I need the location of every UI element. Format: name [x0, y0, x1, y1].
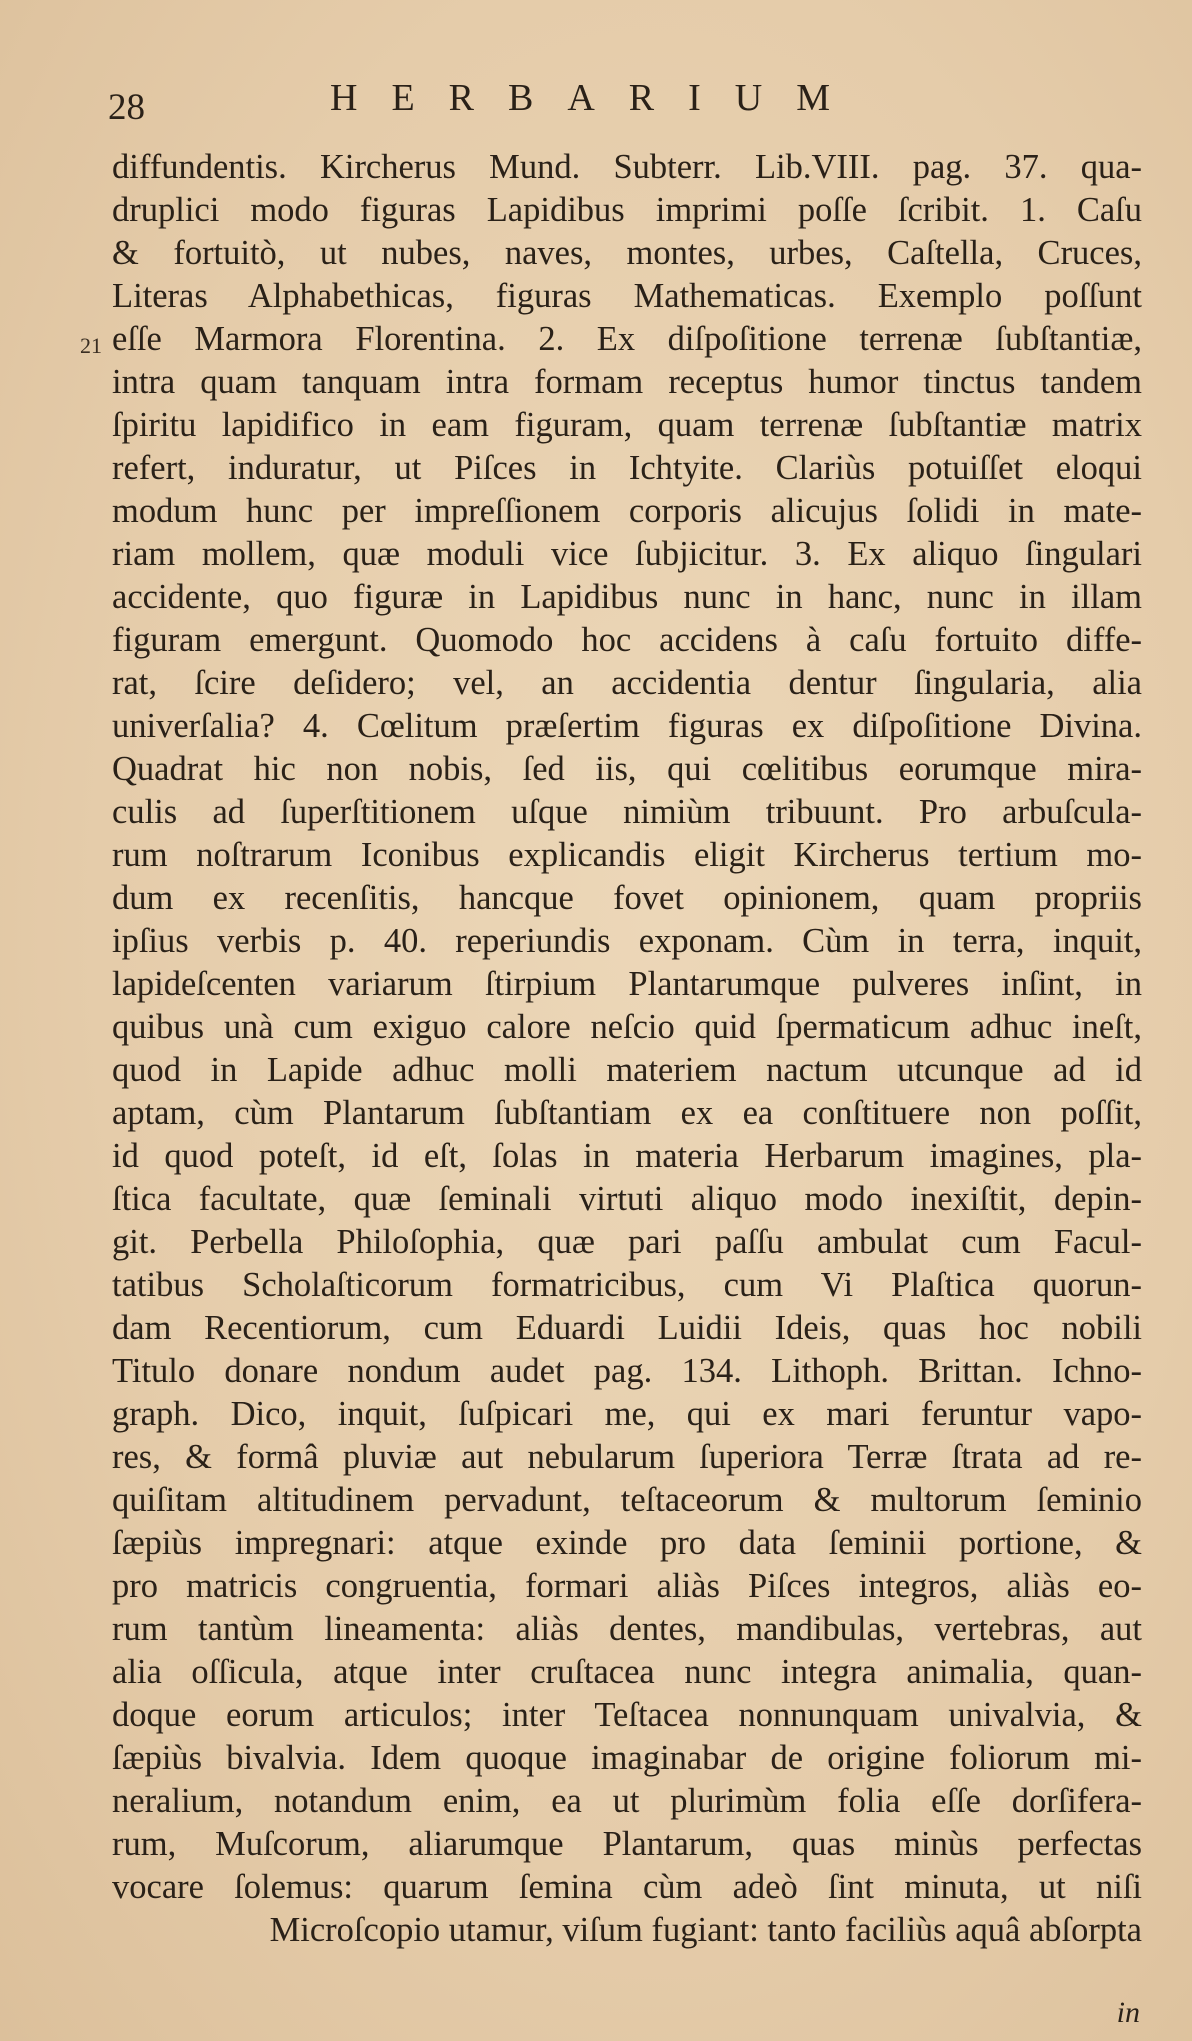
text-line: tatibus Scholaſticorum formatricibus, cum Vi Plaſtica quorun-: [112, 1266, 1142, 1304]
text-line: ſæpiùs bivalvia. Idem quoque imaginabar de origine foliorum mi-: [112, 1739, 1142, 1777]
text-line: & fortuitò, ut nubes, naves, montes, urbes, Caſtella, Cruces,: [112, 234, 1142, 272]
text-line: refert, induratur, ut Piſces in Ichtyite. Clariùs potuiſſet eloqui: [112, 449, 1142, 487]
text-line: Titulo donare nondum audet pag. 134. Lithoph. Brittan. Ichno-: [112, 1352, 1142, 1390]
catchword: in: [1116, 1996, 1140, 2029]
page-header: [108, 72, 1108, 132]
text-line: rum, Muſcorum, aliarumque Plantarum, quas minùs perfectas: [112, 1825, 1142, 1863]
running-title: HERBARIUM: [330, 77, 865, 119]
text-line: intra quam tanquam intra formam receptus humor tinctus tandem: [112, 363, 1142, 401]
text-line: culis ad ſuperſtitionem uſque nimiùm tribuunt. Pro arbuſcula-: [112, 793, 1142, 831]
page-number: 28: [108, 87, 145, 128]
text-line: vocare ſolemus: quarum ſemina cùm adeò ſint minuta, ut niſi: [112, 1868, 1142, 1906]
text-line: aptam, cùm Plantarum ſubſtantiam ex ea conſtituere non poſſit,: [112, 1094, 1142, 1132]
text-line: rat, ſcire deſidero; vel, an accidentia dentur ſingularia, alia: [112, 664, 1142, 702]
text-line: doque eorum articulos; inter Teſtacea nonnunquam univalvia, &: [112, 1696, 1142, 1734]
text-line: eſſe Marmora Florentina. 2. Ex diſpoſitione terrenæ ſubſtantiæ,: [112, 320, 1142, 358]
text-line: rum tantùm lineamenta: aliàs dentes, mandibulas, vertebras, aut: [112, 1610, 1142, 1648]
text-line: Literas Alphabethicas, figuras Mathematicas. Exemplo poſſunt: [112, 277, 1142, 315]
text-line: modum hunc per impreſſionem corporis alicujus ſolidi in mate-: [112, 492, 1142, 530]
text-line: Quadrat hic non nobis, ſed iis, qui cœlitibus eorumque mira-: [112, 750, 1142, 788]
text-line: quibus unà cum exiguo calore neſcio quid ſpermaticum adhuc ineſt,: [112, 1008, 1142, 1046]
text-line: accidente, quo figuræ in Lapidibus nunc in hanc, nunc in illam: [112, 578, 1142, 616]
text-line: pro matricis congruentia, formari aliàs Piſces integros, aliàs eo-: [112, 1567, 1142, 1605]
text-line: git. Perbella Philoſophia, quæ pari paſſu ambulat cum Facul-: [112, 1223, 1142, 1261]
text-line: figuram emergunt. Quomodo hoc accidens à caſu fortuito diffe-: [112, 621, 1142, 659]
text-line: res, & formâ pluviæ aut nebularum ſuperiora Terræ ſtrata ad re-: [112, 1438, 1142, 1476]
text-line: dam Recentiorum, cum Eduardi Luidii Ideis, quas hoc nobili: [112, 1309, 1142, 1347]
text-line: graph. Dico, inquit, ſuſpicari me, qui ex mari feruntur vapo-: [112, 1395, 1142, 1433]
text-line: dum ex recenſitis, hancque fovet opinionem, quam propriis: [112, 879, 1142, 917]
text-line: id quod poteſt, id eſt, ſolas in materia Herbarum imagines, pla-: [112, 1137, 1142, 1175]
text-line: riam mollem, quæ moduli vice ſubjicitur. 3. Ex aliquo ſingulari: [112, 535, 1142, 573]
text-line: rum noſtrarum Iconibus explicandis eligit Kircherus tertium mo-: [112, 836, 1142, 874]
text-line: ſpiritu lapidifico in eam figuram, quam terrenæ ſubſtantiæ matrix: [112, 406, 1142, 444]
text-line: univerſalia? 4. Cœlitum præſertim figuras ex diſpoſitione Divina.: [112, 707, 1142, 745]
text-line: ſæpiùs impregnari: atque exinde pro data ſeminii portione, &: [112, 1524, 1142, 1562]
text-line: Microſcopio utamur, viſum fugiant: tanto faciliùs aquâ abſorpta: [269, 1911, 1142, 1949]
text-line: diffundentis. Kircherus Mund. Subterr. Lib.VIII. pag. 37. qua-: [112, 148, 1142, 186]
margin-line-number: 21: [80, 333, 102, 358]
text-line: ipſius verbis p. 40. reperiundis exponam. Cùm in terra, inquit,: [112, 922, 1142, 960]
text-line: neralium, notandum enim, ea ut plurimùm folia eſſe dorſifera-: [112, 1782, 1142, 1820]
text-line: quod in Lapide adhuc molli materiem nactum utcunque ad id: [112, 1051, 1142, 1089]
text-line: alia oſſicula, atque inter cruſtacea nunc integra animalia, quan-: [112, 1653, 1142, 1691]
text-line: druplici modo figuras Lapidibus imprimi poſſe ſcribit. 1. Caſu: [112, 191, 1142, 229]
body-text: [112, 146, 1142, 1952]
text-line: quiſitam altitudinem pervadunt, teſtaceorum & multorum ſeminio: [112, 1481, 1142, 1519]
text-line: lapideſcenten variarum ſtirpium Plantarumque pulveres inſint, in: [112, 965, 1142, 1003]
text-line: ſtica facultate, quæ ſeminali virtuti aliquo modo inexiſtit, depin-: [112, 1180, 1142, 1218]
